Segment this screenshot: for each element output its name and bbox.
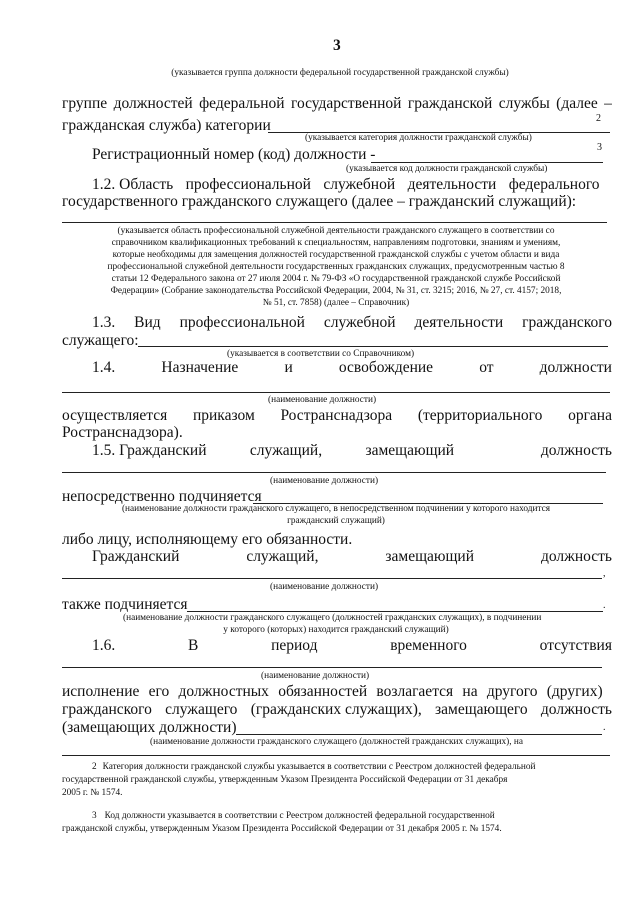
- footnote-ref: 3: [597, 142, 602, 153]
- caption-area: (указывается область профессиональной служебной деятельности гражданского служащего в соответствии со: [117, 226, 555, 236]
- text-line: исполнение его должностных обязанностей возлагается на другого (других): [62, 683, 603, 700]
- footnote-text: государственной гражданской службы, утвержденным Указом Президента Российской Федерации от 31 декабря: [62, 775, 508, 785]
- footnote-text: 3 Код должности указывается в соответствии с Реестром должностей федеральной государственной: [92, 811, 495, 821]
- text-line: Регистрационный номер (код) должности -: [92, 146, 376, 163]
- blank-line: [62, 392, 610, 393]
- caption-position: (наименование должности): [270, 582, 379, 592]
- blank-line: [371, 162, 603, 163]
- text-line: 1.4. Назначение и освобождение от должности: [92, 359, 612, 376]
- caption-group: (указывается группа должности федеральной государственной гражданской службы): [171, 68, 509, 78]
- line-period: .: [603, 600, 606, 611]
- text-line: (замещающих должности): [62, 719, 237, 736]
- caption-position: (наименование должности): [261, 671, 370, 681]
- text-line: гражданского служащего (гражданских служащих), замещающего должность: [62, 701, 612, 718]
- caption-area: № 51, ст. 7858) (далее – Справочник): [262, 298, 410, 308]
- caption-superior: (наименование должности гражданского служащего, в непосредственном подчинении у которого находится: [121, 504, 551, 514]
- footnote-text: гражданской службы, утвержденным Указом Президента Российской Федерации от 31 декабря 2005 г. № 1574.: [62, 824, 502, 834]
- blank-line: [62, 578, 602, 579]
- text-line: группе должностей федеральной государственной гражданской службы (далее –: [62, 95, 612, 112]
- caption-position: (наименование должности): [270, 476, 379, 486]
- blank-line: [62, 667, 602, 668]
- caption-superior: гражданский служащий): [287, 516, 385, 526]
- caption-area: статьи 12 Федерального закона от 27 июля 2004 г. № 79-ФЗ «О государственной гражданской службе Российской: [111, 274, 561, 284]
- text-line: 1.2. Область профессиональной служебной деятельности федерального: [92, 176, 600, 193]
- caption-code: (указывается код должности гражданской службы): [346, 164, 548, 174]
- line-comma: ,: [603, 568, 606, 579]
- text-line: служащего:: [62, 332, 139, 349]
- caption-category: (указывается категория должности гражданской службы): [305, 133, 532, 143]
- text-line: государственного гражданского служащего (далее – гражданский служащий):: [62, 193, 577, 210]
- caption-area: профессиональной служебной деятельности государственных гражданских служащих, предусмотренным частью 8: [107, 262, 565, 272]
- caption-area: Федерации» (Собрание законодательства Российской Федерации, 2004, № 31, ст. 3215; 2016, № 27, ст. 4157; 2018,: [110, 286, 562, 296]
- blank-line: [62, 222, 607, 223]
- text-line: 1.6. В период временного отсутствия: [92, 637, 612, 654]
- page-number: 3: [333, 37, 341, 54]
- text-line: осуществляется приказом Ространснадзора (территориального органа: [62, 407, 612, 424]
- text-line: 1.3. Вид профессиональной служебной деятельности гражданского: [92, 314, 612, 331]
- line-period: .: [603, 722, 606, 733]
- text-line: 1.5. Гражданский служащий, замещающий должность: [92, 442, 612, 459]
- caption-substitute: (наименование должности гражданского служащего (должностей гражданских служащих), на: [150, 737, 523, 747]
- footnote-ref: 2: [596, 113, 601, 124]
- footnote-text: 2005 г. № 1574.: [62, 788, 123, 798]
- blank-line: [187, 611, 603, 612]
- caption-area: которые необходимы для замещения должностей государственной гражданской службы с учетом области и вида: [112, 250, 560, 260]
- caption-reference: (указывается в соответствии со Справочником): [227, 349, 415, 359]
- text-line: также подчиняется: [62, 596, 188, 613]
- footnote-separator: [62, 755, 610, 756]
- caption-position: (наименование должности): [268, 395, 377, 405]
- text-line: гражданская служба) категории: [62, 117, 271, 134]
- text-line: либо лицу, исполняющему его обязанности.: [62, 531, 353, 548]
- footnote-text: 2 Категория должности гражданской службы указывается в соответствии с Реестром должностей федеральной: [92, 762, 536, 772]
- caption-subordination: у которого (которых) находится гражданский служащий): [223, 625, 449, 635]
- text-line: Ространснадзора).: [62, 424, 183, 441]
- blank-line: [138, 346, 608, 347]
- text-line: непосредственно подчиняется: [62, 488, 262, 505]
- caption-area: справочником квалификационных требований к специальностям, направлениям подготовки, знаниям и умениям,: [111, 238, 561, 248]
- text-line: Гражданский служащий, замещающий должность: [92, 548, 612, 565]
- caption-subordination: (наименование должности гражданского служащего (должностей гражданских служащих), в подчинении: [123, 613, 542, 623]
- blank-line: [62, 472, 606, 473]
- blank-line: [236, 734, 602, 735]
